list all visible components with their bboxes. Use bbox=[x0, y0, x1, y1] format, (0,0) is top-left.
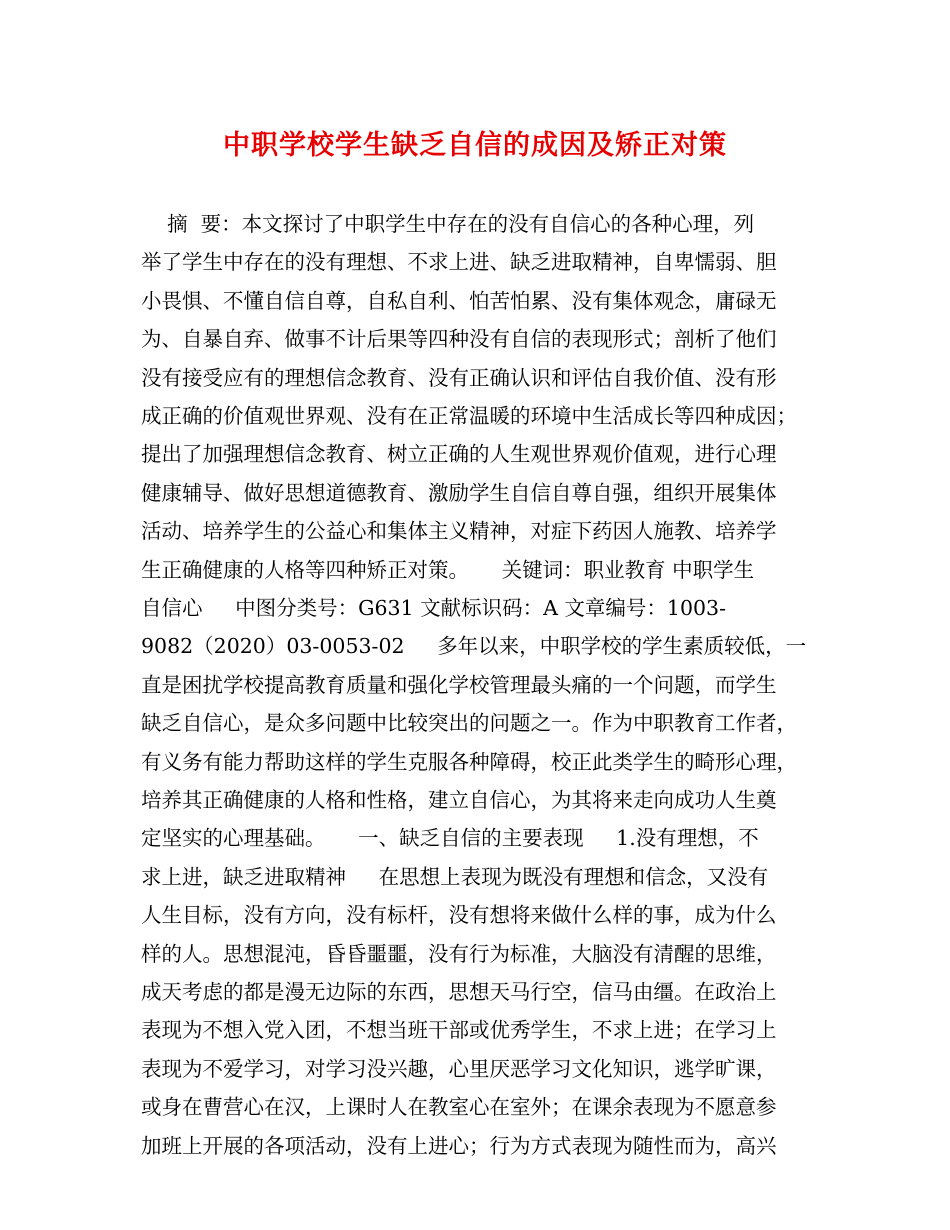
text-line: 成正确的价值观世界观、没有在正常温暖的环境中生活成长等四种成因； bbox=[141, 404, 797, 428]
text-line: 或身在曹营心在汉，上课时人在教室心在室外；在课余表现为不愿意参 bbox=[141, 1095, 777, 1120]
text-line: 加班上开展的各项活动，没有上进心；行为方式表现为随性而为，高兴 bbox=[141, 1133, 777, 1158]
text-line: 培养其正确健康的人格和性格，建立自信心，为其将来走向成功人生奠 bbox=[141, 788, 777, 812]
text-line: 生正确健康的人格等四种矫正对策。 关键词：职业教育 中职学生 bbox=[141, 557, 755, 582]
text-line: 没有接受应有的理想信念教育、没有正确认识和评估自我价值、没有形 bbox=[141, 365, 777, 390]
text-line: 摘 要：本文探讨了中职学生中存在的没有自信心的各种心理，列 bbox=[141, 212, 755, 236]
text-line: 求上进，缺乏进取精神 在思想上表现为既没有理想和信念，又没有 bbox=[141, 864, 769, 889]
text-line: 有义务有能力帮助这样的学生克服各种障碍，校正此类学生的畸形心理， bbox=[141, 749, 797, 774]
text-line: 提出了加强理想信念教育、树立正确的人生观世界观价值观，进行心理 bbox=[141, 442, 777, 467]
text-line: 表现为不想入党入团，不想当班干部或优秀学生，不求上进；在学习上 bbox=[141, 1018, 777, 1043]
text-line: 9082（2020）03-0053-02 多年以来，中职学校的学生素质较低，一 bbox=[141, 634, 807, 659]
text-line: 为、自暴自弃、做事不计后果等四种没有自信的表现形式；剖析了他们 bbox=[141, 327, 777, 352]
text-line: 成天考虑的都是漫无边际的东西，思想天马行空，信马由缰。在政治上 bbox=[141, 980, 777, 1004]
text-line: 举了学生中存在的没有理想、不求上进、缺乏进取精神，自卑懦弱、胆 bbox=[141, 250, 777, 275]
text-line: 小畏惧、不懂自信自尊，自私自利、怕苦怕累、没有集体观念，庸碌无 bbox=[141, 288, 777, 313]
page-title: 中职学校学生缺乏自信的成因及矫正对策 bbox=[223, 130, 727, 161]
text-line: 缺乏自信心，是众多问题中比较突出的问题之一。作为中职教育工作者， bbox=[141, 711, 797, 736]
text-line: 活动、培养学生的公益心和集体主义精神，对症下药因人施教、培养学 bbox=[141, 519, 777, 544]
text-line: 自信心 中图分类号：G631 文献标识码：A 文章编号：1003- bbox=[141, 596, 727, 620]
text-line: 人生目标，没有方向，没有标杆，没有想将来做什么样的事，成为什么 bbox=[141, 903, 777, 928]
text-line: 健康辅导、做好思想道德教育、激励学生自信自尊自强，组织开展集体 bbox=[141, 480, 777, 505]
text-line: 定坚实的心理基础。 一、缺乏自信的主要表现 1.没有理想，不 bbox=[141, 826, 759, 851]
text-line: 表现为不爱学习，对学习没兴趣，心里厌恶学习文化知识，逃学旷课， bbox=[141, 1056, 777, 1081]
text-line: 样的人。思想混沌，昏昏噩噩，没有行为标准，大脑没有清醒的思维， bbox=[141, 941, 777, 966]
text-line: 直是困扰学校提高教育质量和强化学校管理最头痛的一个问题，而学生 bbox=[141, 672, 777, 697]
